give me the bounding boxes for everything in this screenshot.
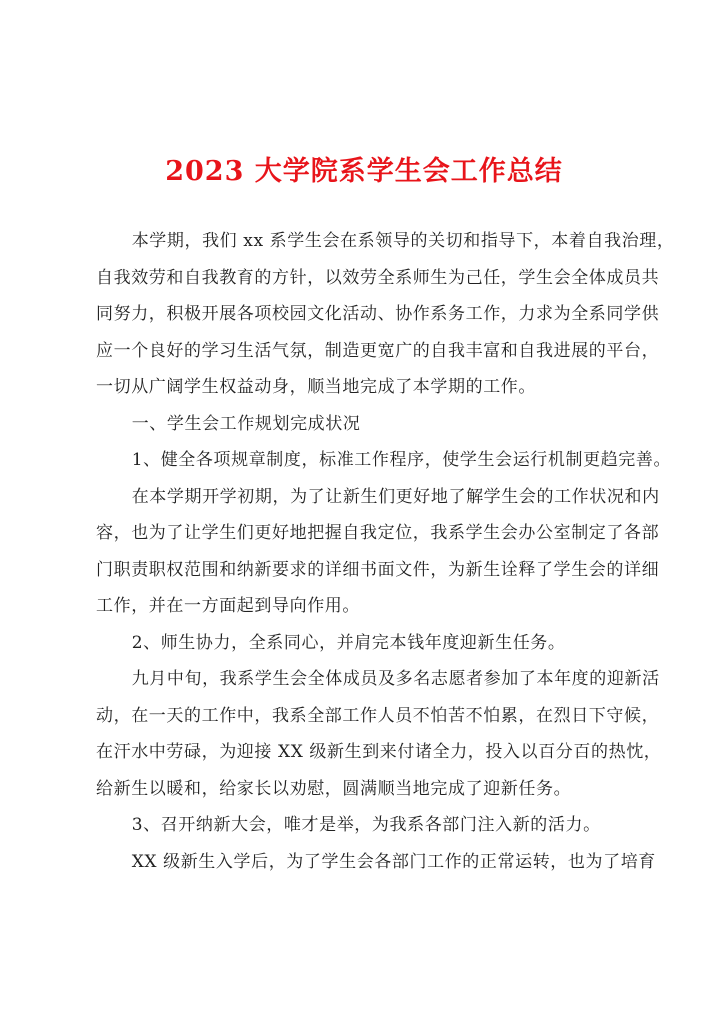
subsection-heading-text: 1、健全各项规章制度，标准工作程序，使学生会运行机制更趋完善。 [131, 450, 672, 470]
subsection-heading-text: 2、师生协力，全系同心，并肩完本钱年度迎新生任务。 [131, 632, 566, 653]
paragraph-line: 门职责职权范围和纳新要求的详细书面文件，为新生诠释了学生会的详细 [96, 559, 660, 580]
paragraph-line: 九月中旬，我系学生会全体成员及多名志愿者参加了本年度的迎新活 [131, 669, 660, 689]
subsection-heading-2 [96, 625, 632, 662]
subsection-heading-text: 3、召开纳新大会，唯才是举，为我系各部门注入新的活力。 [131, 815, 601, 835]
paragraph-line: 自我效劳和自我教育的方针，以效劳全系师生为己任，学生会全体成员共 [96, 267, 660, 288]
section-heading [96, 406, 632, 443]
paragraph-line: 本学期，我们 xx 系学生会在系领导的关切和指导下，本着自我治理， [131, 231, 675, 251]
paragraph-line: 在本学期开学初期，为了让新生们更好地了解学生会的工作状况和内 [131, 486, 660, 507]
paragraph-line: 在汗水中劳碌，为迎接 XX 级新生到来付诸全力，投入以百分百的热忱， [96, 742, 662, 762]
paragraph-line: XX 级新生入学后，为了学生会各部门工作的正常运转，也为了培育 [131, 851, 656, 872]
paragraph-line: 应一个良好的学习生活气氛，制造更宽广的自我丰富和自我进展的平台， [96, 340, 660, 361]
subsection-heading-3 [96, 807, 632, 844]
paragraph-line: 同努力，积极开展各项校园文化活动、协作系务工作，力求为全系同学供 [96, 304, 660, 324]
paragraph-intro [96, 223, 675, 406]
paragraph-line: 一切从广阔学生权益动身，顺当地完成了本学期的工作。 [96, 377, 536, 397]
paragraph-line: 容，也为了让学生们更好地把握自我定位，我系学生会办公室制定了各部 [96, 523, 660, 543]
paragraph-rules [96, 479, 660, 625]
document-body [96, 223, 675, 880]
paragraph-line: 动，在一天的工作中，我系全部工作人员不怕苦不怕累，在烈日下守候， [96, 705, 660, 726]
section-heading-text: 一、学生会工作规划完成状况 [131, 413, 361, 434]
paragraph-line: 给新生以暖和，给家长以劝慰，圆满顺当地完成了迎新任务。 [96, 778, 572, 799]
paragraph-line: 工作，并在一方面起到导向作用。 [96, 596, 360, 616]
subsection-heading-1 [96, 442, 672, 479]
document-title: 2023 大学院系学生会工作总结 [165, 156, 563, 187]
paragraph-welcome [96, 661, 662, 807]
paragraph-recruit [96, 844, 656, 881]
